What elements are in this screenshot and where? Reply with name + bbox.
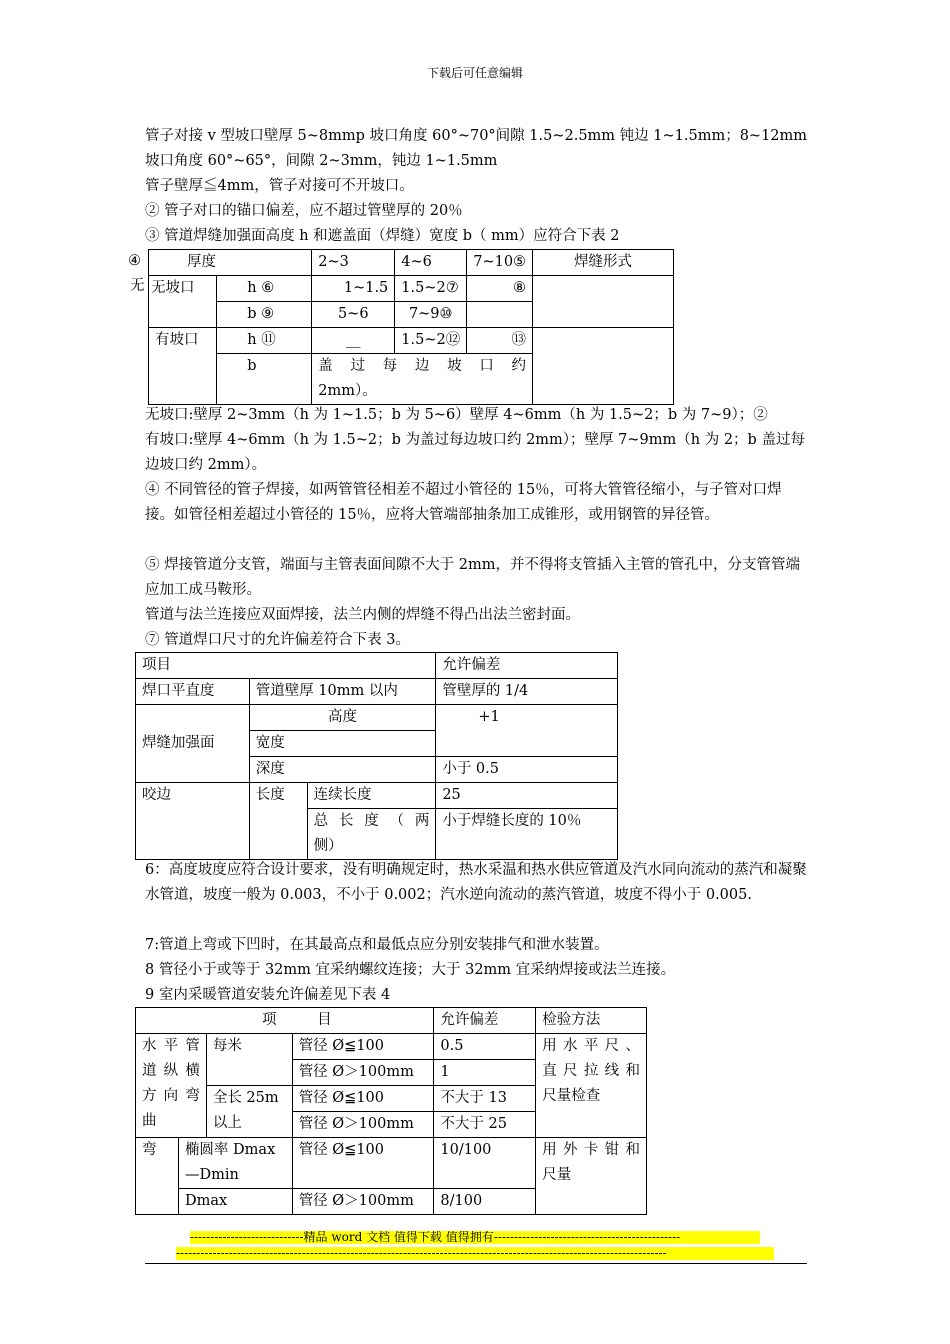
table-cell: 焊口平直度 (136, 679, 250, 705)
table-header: 7~10⑤ (467, 250, 533, 276)
table-cell: 宽度 (249, 731, 436, 757)
paragraph-misalignment: ② 管子对口的锚口偏差，应不超过管壁厚的 20％ (145, 203, 463, 219)
table-header: 允许偏差 (436, 653, 618, 679)
paragraph-branch-pipe: ⑤ 焊接管道分支管，端面与主管表面间隙不大于 2mm，并不得将支管插入主管的管孔中，分支管管端应加工成马鞍形。 (145, 557, 800, 598)
table-cell (136, 1034, 207, 1138)
table-cell: h ⑪ (217, 328, 312, 354)
table-cell-line: 尺量检查 (542, 1088, 601, 1104)
table-cell: 1 (434, 1060, 536, 1086)
table-cell: +1 (436, 705, 618, 757)
table-cell: 管径 Ø≦100 (292, 1034, 434, 1060)
table-cell: 长度 (249, 783, 307, 860)
table-cell: 0.5 (434, 1034, 536, 1060)
table-cell-line: 总长度（两 (313, 813, 430, 829)
table-cell-line: 水平管 (142, 1038, 200, 1054)
table-header: 项 目 (136, 1008, 434, 1034)
table-cell: Dmax (178, 1189, 292, 1215)
table-cell: h ⑥ (217, 276, 312, 302)
table-cell: b ⑨ (217, 302, 312, 328)
table-cell: 小于焊缝长度的 10％ (436, 809, 618, 860)
paragraph-slope: 6：高度坡度应符合设计要求，没有明确规定时，热水采温和热水供应管道及汽水同向流动的蒸汽和凝聚水管道，坡度一般为 0.003，不小于 0.002；汽水逆向流动的蒸汽管道，坡度不得小于 0.005. (145, 862, 807, 903)
table-cell: 管壁厚的 1/4 (436, 679, 618, 705)
paragraph-table4-intro: 9 室内采暖管道安装允许偏差见下表 4 (145, 987, 391, 1003)
weld-tolerance-table (135, 652, 618, 860)
table-cell: 高度 (249, 705, 436, 731)
table-cell-line: 以上 (212, 1115, 242, 1131)
table-cell: __ (312, 328, 395, 354)
table-cell (206, 1086, 292, 1138)
table-cell: 弯 (136, 1138, 179, 1215)
table-cell (533, 276, 674, 328)
table-cell: 无坡口 (149, 276, 217, 328)
table-cell: 小于 0.5 (436, 757, 618, 783)
table-cell: 焊缝加强面 (136, 705, 250, 783)
table-cell: 25 (436, 783, 618, 809)
page-header: 下载后可任意编辑 (426, 66, 523, 80)
table-cell: 管道壁厚 10mm 以内 (249, 679, 436, 705)
table-cell-line: 道纵横 (142, 1063, 200, 1079)
table-cell-line: 全长 25m (212, 1090, 279, 1106)
table-header: 项目 (136, 653, 436, 679)
table-cell-line: 2mm）。 (318, 383, 377, 399)
paragraph-with-groove: 有坡口:壁厚 4~6mm（h 为 1.5~2；b 为盖过每边坡口约 2mm）；壁厚 7~9mm（h 为 2；b 盖过每边坡口约 2mm）。 (145, 432, 805, 473)
table-cell: 每米 (206, 1034, 292, 1086)
footer-divider (145, 1263, 807, 1264)
table-cell-line: 用水平尺、 (542, 1038, 640, 1054)
table-cell-line: 盖过每边坡口约 (318, 358, 527, 374)
weld-reinforcement-table (148, 249, 674, 405)
table-header: 4~6 (395, 250, 467, 276)
marker-circle-4: ④ (128, 253, 141, 269)
table-cell-line: 用外卡钳和 (542, 1142, 640, 1158)
table-cell-line: 直尺拉线和 (542, 1063, 640, 1079)
heating-pipe-tolerance-table (135, 1007, 647, 1215)
table-cell (533, 328, 674, 405)
paragraph-groove-spec (145, 124, 810, 174)
table-cell: 管径 Ø≦100 (292, 1086, 434, 1112)
footer-highlight-line-2: ------------------------------------------------------------------------------------------------------------------------- (176, 1247, 774, 1260)
table-cell (307, 809, 436, 860)
table-cell (312, 354, 533, 405)
table-cell: 管径 Ø＞100mm (292, 1112, 434, 1138)
text-line: 管子对接 v 型坡口壁厚 5~8mmp 坡口角度 60°~70°间隙 1.5~2.5mm 钝边 1~1.5mm；8~12mm (145, 128, 808, 144)
table-cell (536, 1034, 647, 1138)
table-cell: 不大于 13 (434, 1086, 536, 1112)
table-cell: 5~6 (312, 302, 395, 328)
footer-highlight-line-1: ----------------------------精品 word 文档 值得下载 值得拥有---------------------------------------------- (190, 1231, 760, 1244)
text-line: 坡口角度 60°~65°，间隙 2~3mm，钝边 1~1.5mm (145, 153, 498, 169)
table-cell-line: —Dmin (184, 1167, 239, 1183)
paragraph-table3-intro: ⑦ 管道焊口尺寸的允许偏差符合下表 3。 (145, 632, 410, 648)
table-header: 检验方法 (536, 1008, 647, 1034)
table-cell: 管径 Ø＞100mm (292, 1189, 434, 1215)
table-cell: 管径 Ø＞100mm (292, 1060, 434, 1086)
table-cell: 1.5~2⑦ (395, 276, 467, 302)
paragraph-diameter-diff: ④ 不同管径的管子焊接，如两管管径相差不超过小管径的 15％，可将大管管径缩小，与子管对口焊接。如管径相差超过小管径的 15％，应将大管端部抽条加工成锥形，或用钢管的异径管。 (145, 482, 782, 523)
table-cell: 不大于 25 (434, 1112, 536, 1138)
table-cell-line: 曲 (142, 1113, 157, 1129)
table-cell: 管径 Ø≦100 (292, 1138, 434, 1189)
table-cell-line: 椭圆率 Dmax (184, 1142, 276, 1158)
table-cell: ⑬ (467, 328, 533, 354)
table-cell (536, 1138, 647, 1215)
paragraph-vent-drain: 7:管道上弯或下凹时，在其最高点和最低点应分别安装排气和泄水装置。 (145, 937, 609, 953)
table-cell: 连续长度 (307, 783, 436, 809)
table-cell (178, 1138, 292, 1189)
table-cell: b (217, 354, 312, 405)
paragraph-flange: 管道与法兰连接应双面焊接，法兰内侧的焊缝不得凸出法兰密封面。 (145, 607, 580, 623)
paragraph-table2-intro: ③ 管道焊缝加强面高度 h 和遮盖面（焊缝）宽度 b（ mm）应符合下表 2 (145, 228, 620, 244)
paragraph-wall-thickness: 管子壁厚≦4mm，管子对接可不开坡口。 (145, 178, 414, 194)
table-cell: ⑧ (467, 276, 533, 302)
table-cell: 咬边 (136, 783, 250, 860)
paragraph-no-groove: 无坡口:壁厚 2~3mm（h 为 1~1.5；b 为 5~6）壁厚 4~6mm（h 为 1.5~2；b 为 7~9）；② (145, 407, 768, 423)
table-cell-line: 尺量 (542, 1167, 572, 1183)
table-header: 2~3 (312, 250, 395, 276)
table-cell: 有坡口 (149, 328, 217, 405)
table-cell-line: 方向弯 (142, 1088, 200, 1104)
table-cell: 深度 (249, 757, 436, 783)
marker-wu: 无 (130, 278, 145, 294)
table-cell (467, 302, 533, 328)
table-cell: 8/100 (434, 1189, 536, 1215)
table-header: 焊缝形式 (533, 250, 674, 276)
table-cell: 10/100 (434, 1138, 536, 1189)
table-cell: 7~9⑩ (395, 302, 467, 328)
table-cell: 1~1.5 (312, 276, 395, 302)
table-cell: 1.5~2⑫ (395, 328, 467, 354)
table-header: 允许偏差 (434, 1008, 536, 1034)
table-header: 厚度 (149, 250, 312, 276)
table-cell-line: 侧） (313, 838, 343, 854)
paragraph-connection: 8 管径小于或等于 32mm 宜采纳螺纹连接；大于 32mm 宜采纳焊接或法兰连接。 (145, 962, 676, 978)
